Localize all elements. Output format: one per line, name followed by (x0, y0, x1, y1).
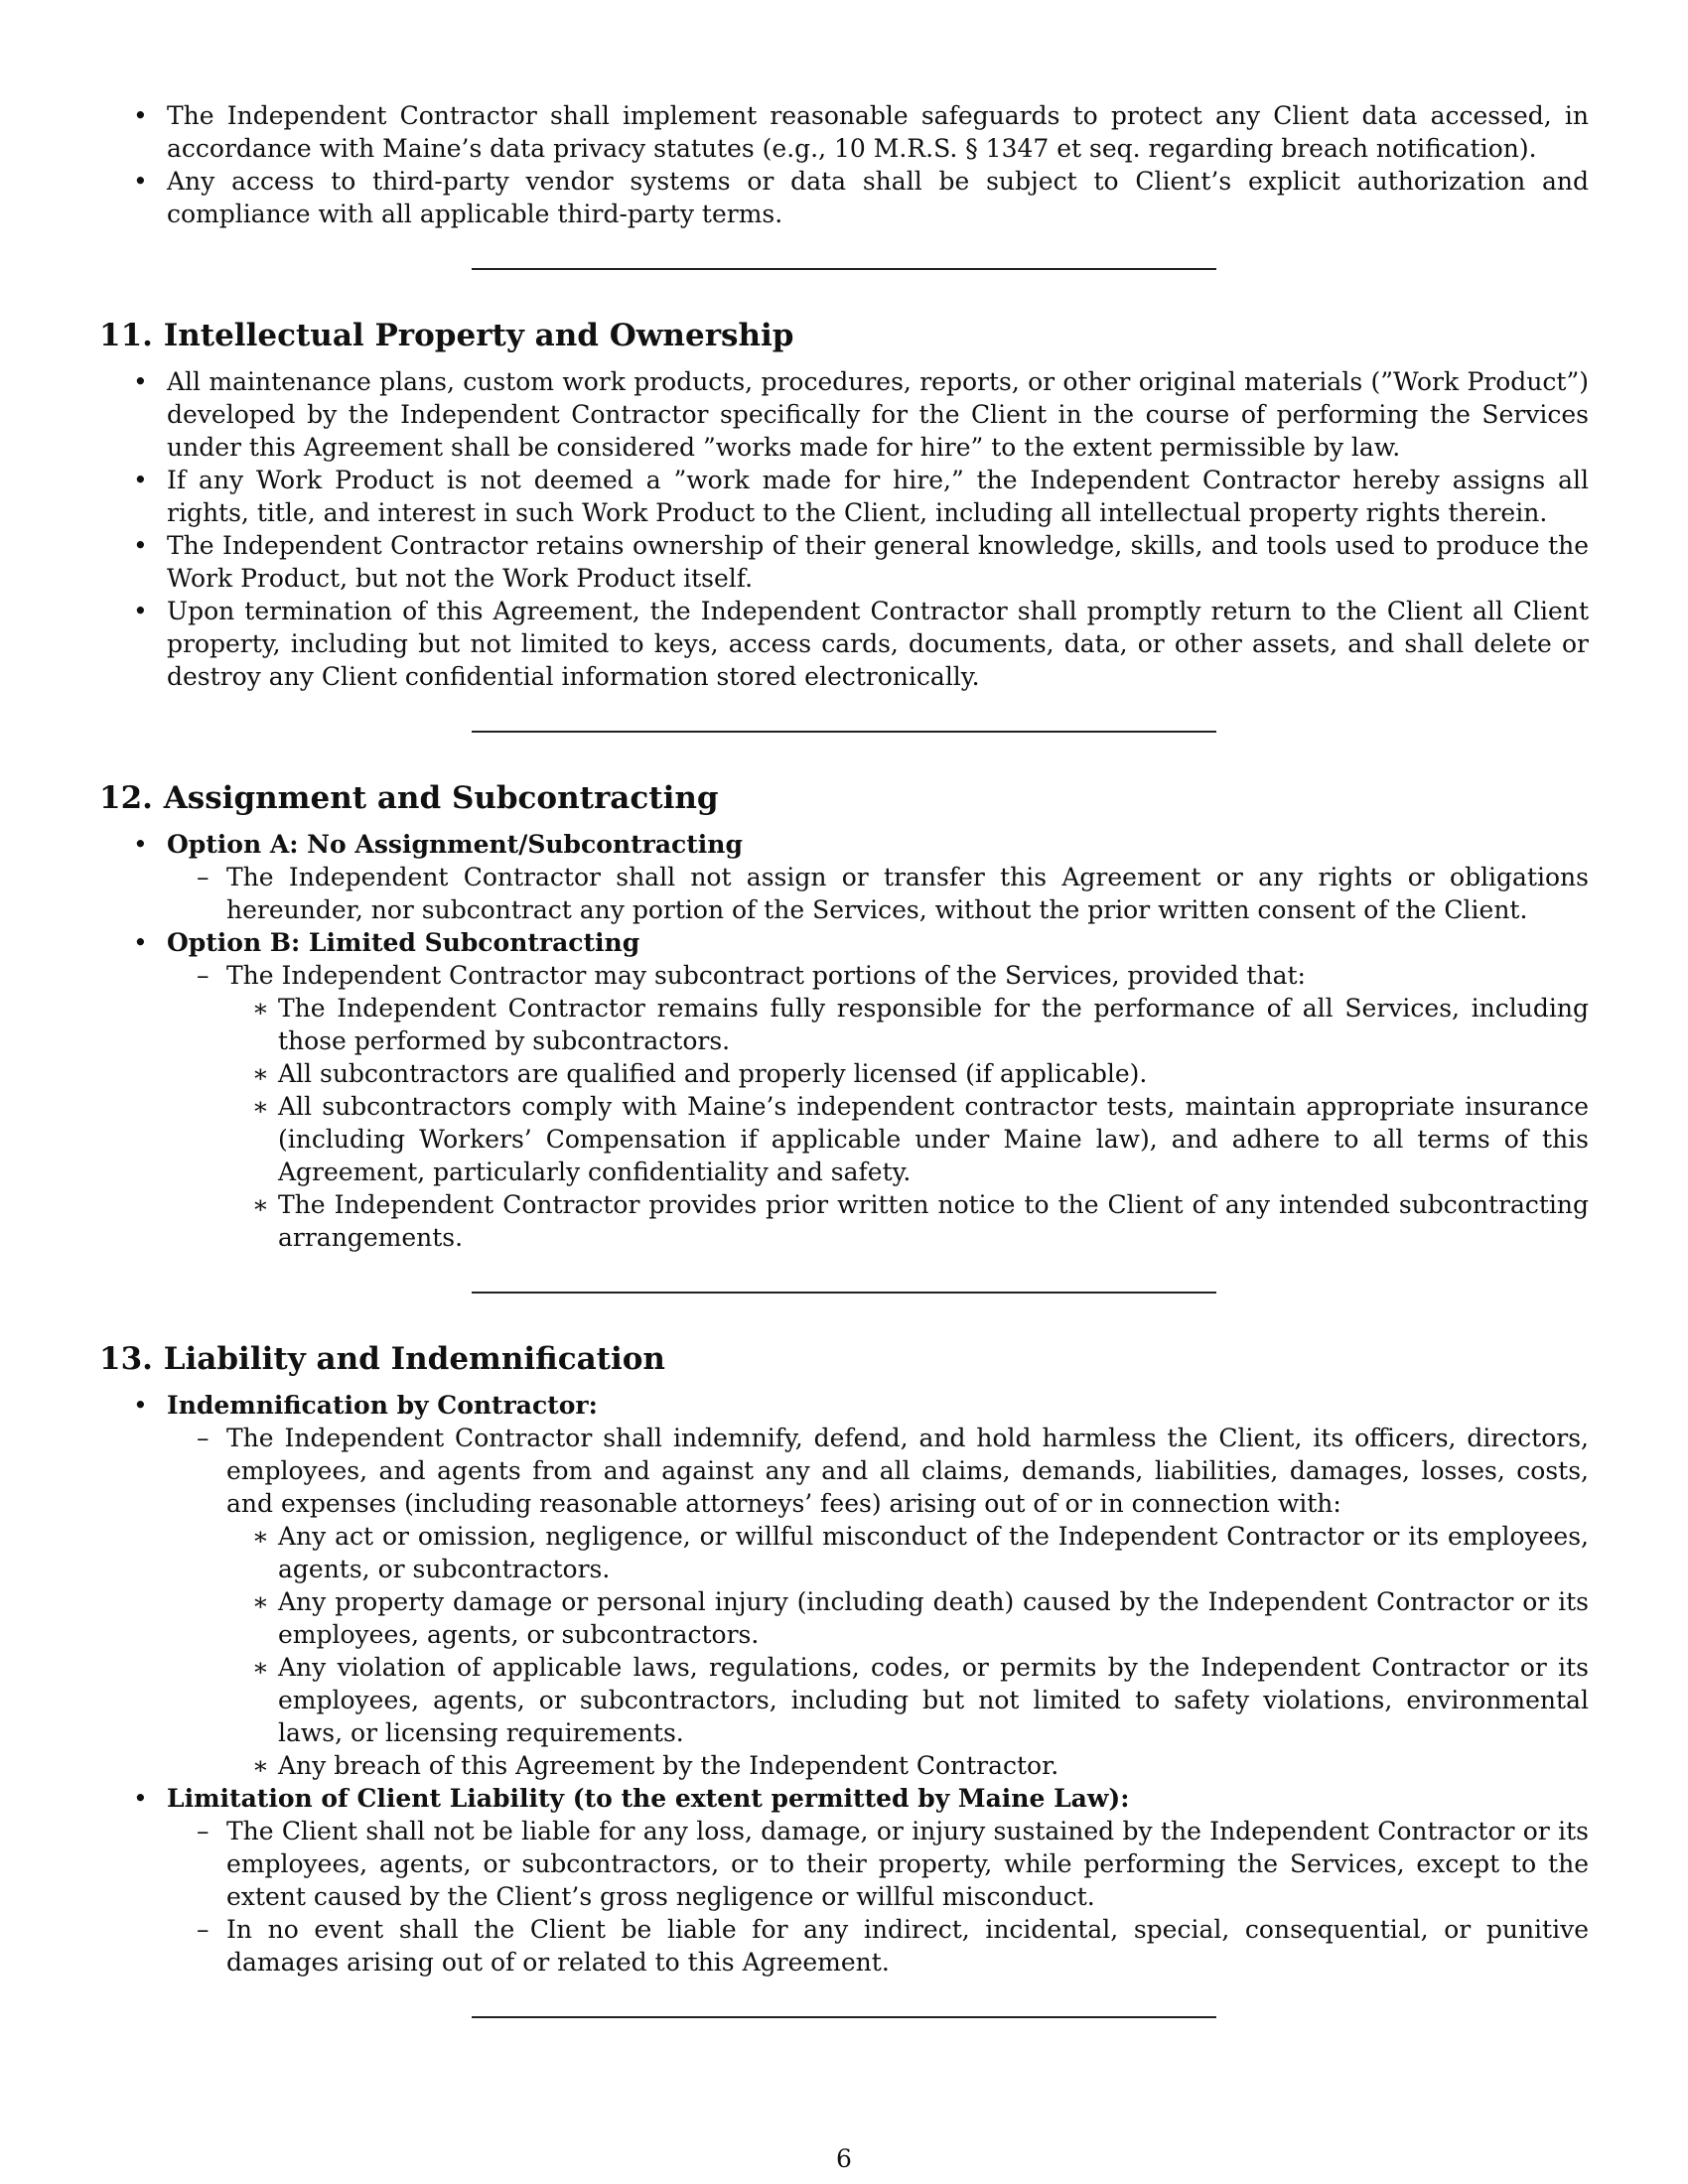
list-item: ∗ Any breach of this Agreement by the Independent Contractor. (226, 1749, 1589, 1782)
list-item: ∗ The Independent Contractor remains fully responsible for the performance of all Services, including those performed by subcontractors. (226, 992, 1589, 1057)
indemnification-provision (167, 1422, 1589, 1782)
page-number: 6 (836, 2144, 852, 2173)
section-heading-13: 13. Liability and Indemnification (99, 1341, 665, 1377)
list-item: ∗ Any act or omission, negligence, or willful misconduct of the Independent Contractor or its employees, agents, or subcontractors. (226, 1520, 1589, 1585)
indemnification-item (99, 1389, 1589, 1782)
list-item: • Upon termination of this Agreement, the Independent Contractor shall promptly return to the Client all Client property, including but not limited to keys, access cards, documents, data, or other assets, and shall delete or destroy any Client confidential information stored electronically. (99, 595, 1589, 693)
list-item: ∗ All subcontractors comply with Maine’s independent contractor tests, maintain appropriate insurance (including Workers’ Compensation if applicable under Maine law), and adhere to all terms of this Agreement, particularly confidentiality and safety. (226, 1090, 1589, 1188)
section-11-list (99, 365, 1589, 693)
indemnification-items (226, 1520, 1589, 1782)
section-divider (472, 731, 1216, 733)
list-item: ∗ All subcontractors are qualified and properly licensed (if applicable). (226, 1057, 1589, 1090)
option-b-title: Option B: Limited Subcontracting (167, 928, 640, 957)
section-12-list (99, 828, 1589, 1254)
option-a-sublist (167, 861, 1589, 926)
option-b-sublist (167, 959, 1589, 1254)
section-divider (472, 2016, 1216, 2018)
option-b-text: The Independent Contractor may subcontract portions of the Services, provided that: (226, 961, 1306, 990)
limitation-sublist (167, 1815, 1589, 1979)
list-item: ∗ The Independent Contractor provides prior written notice to the Client of any intended subcontracting arrangements. (226, 1188, 1589, 1254)
indemnification-sublist (167, 1422, 1589, 1782)
list-item: • If any Work Product is not deemed a ”work made for hire,” the Independent Contractor hereby assigns all rights, title, and interest in such Work Product to the Client, including all intellectual property rights therein. (99, 464, 1589, 529)
section-heading-11: 11. Intellectual Property and Ownership (99, 318, 794, 353)
intro-bullet-list (99, 99, 1589, 230)
option-b-item (99, 926, 1589, 1254)
option-a-item (99, 828, 1589, 926)
section-heading-12: 12. Assignment and Subcontracting (99, 780, 719, 816)
indemnification-text: The Independent Contractor shall indemnify, defend, and hold harmless the Client, its officers, directors, employees, and agents from and against any and all claims, demands, liabilities, damages, losses, costs, and expenses (including reasonable attorneys’ fees) arising out of or in connection with: (226, 1424, 1589, 1518)
option-a-title: Option A: No Assignment/Subcontracting (167, 830, 743, 859)
document-page (99, 99, 1589, 2018)
list-item: ∗ Any violation of applicable laws, regulations, codes, or permits by the Independent Contractor or its employees, agents, or subcontractors, including but not limited to safety violations, environmental laws, or licensing requirements. (226, 1651, 1589, 1749)
list-item: • All maintenance plans, custom work products, procedures, reports, or other original materials (”Work Product”) developed by the Independent Contractor specifically for the Client in the course of performing the Services under this Agreement shall be considered ”works made for hire” to the extent permissible by law. (99, 365, 1589, 464)
section-divider (472, 1292, 1216, 1294)
limitation-title: Limitation of Client Liability (to the extent permitted by Maine Law): (167, 1784, 1130, 1813)
section-13-list (99, 1389, 1589, 1979)
list-item: ∗ Any property damage or personal injury (including death) caused by the Independent Contractor or its employees, agents, or subcontractors. (226, 1585, 1589, 1651)
list-item: – In no event shall the Client be liable for any indirect, incidental, special, consequential, or punitive damages arising out of or related to this Agreement. (167, 1913, 1589, 1979)
option-b-conditions (226, 992, 1589, 1254)
option-b-provision (167, 959, 1589, 1254)
indemnification-title: Indemnification by Contractor: (167, 1391, 598, 1420)
list-item: • The Independent Contractor retains ownership of their general knowledge, skills, and tools used to produce the Work Product, but not the Work Product itself. (99, 529, 1589, 595)
section-divider (472, 268, 1216, 270)
list-item: – The Client shall not be liable for any loss, damage, or injury sustained by the Independent Contractor or its employees, agents, or subcontractors, or to their property, while performing the Services, except to the extent caused by the Client’s gross negligence or willful misconduct. (167, 1815, 1589, 1913)
limitation-item (99, 1782, 1589, 1979)
list-item: • Any access to third-party vendor systems or data shall be subject to Client’s explicit authorization and compliance with all applicable third-party terms. (99, 165, 1589, 230)
list-item: – The Independent Contractor shall not assign or transfer this Agreement or any rights or obligations hereunder, nor subcontract any portion of the Services, without the prior written consent of the Client. (167, 861, 1589, 926)
list-item: • The Independent Contractor shall implement reasonable safeguards to protect any Client data accessed, in accordance with Maine’s data privacy statutes (e.g., 10 M.R.S. § 1347 et seq. regarding breach notification). (99, 99, 1589, 165)
